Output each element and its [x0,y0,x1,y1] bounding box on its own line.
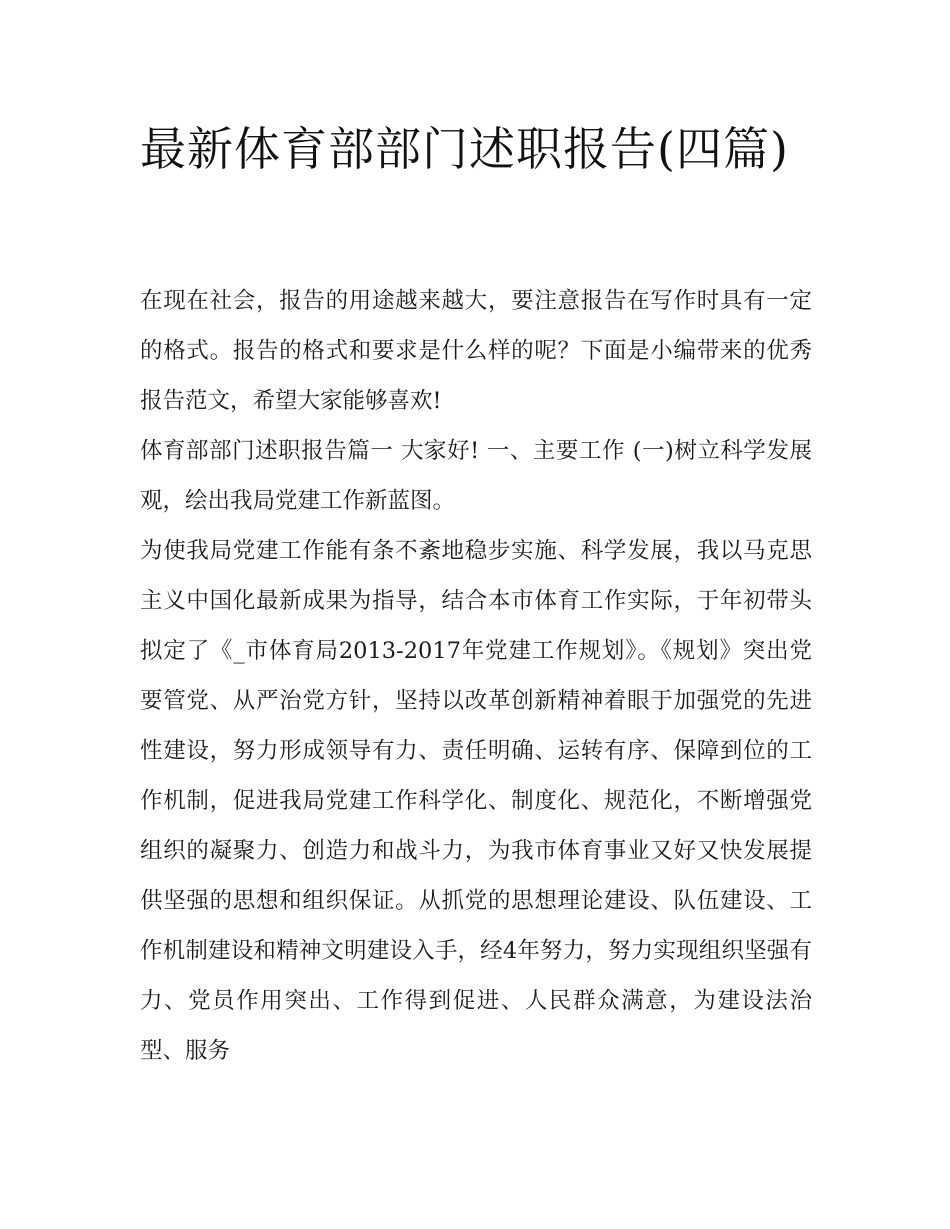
document-body [140,276,812,1076]
paragraph-section-one: 体育部部门述职报告篇一 大家好! 一、主要工作 (一)树立科学发展观，绘出我局党建工作新蓝图。 [140,438,812,514]
document-title: 最新体育部部门述职报告(四篇) [140,122,789,176]
paragraph-plan: 为使我局党建工作能有条不紊地稳步实施、科学发展，我以马克思主义中国化最新成果为指导，结合本市体育工作实际，于年初带头拟定了《_市体育局2013-2017年党建工作规划》。《规划》突出党要管党、从严治党方针，坚持以改革创新精神着眼于加强党的先进性建设，努力形成领导有力、责任明确、运转有序、保障到位的工作机制，促进我局党建工作科学化、制度化、规范化，不断增强党组织的凝聚力、创造力和战斗力，为我市体育事业又好又快发展提供坚强的思想和组织保证。从抓党的思想理论建设、队伍建设、工作机制建设和精神文明建设入手，经4年努力，努力实现组织坚强有力、党员作用突出、工作得到促进、人民群众满意，为建设法治型、服务 [140,538,812,1064]
paragraph-intro: 在现在社会，报告的用途越来越大，要注意报告在写作时具有一定的格式。报告的格式和要求是什么样的呢？下面是小编带来的优秀报告范文，希望大家能够喜欢! [140,288,812,414]
